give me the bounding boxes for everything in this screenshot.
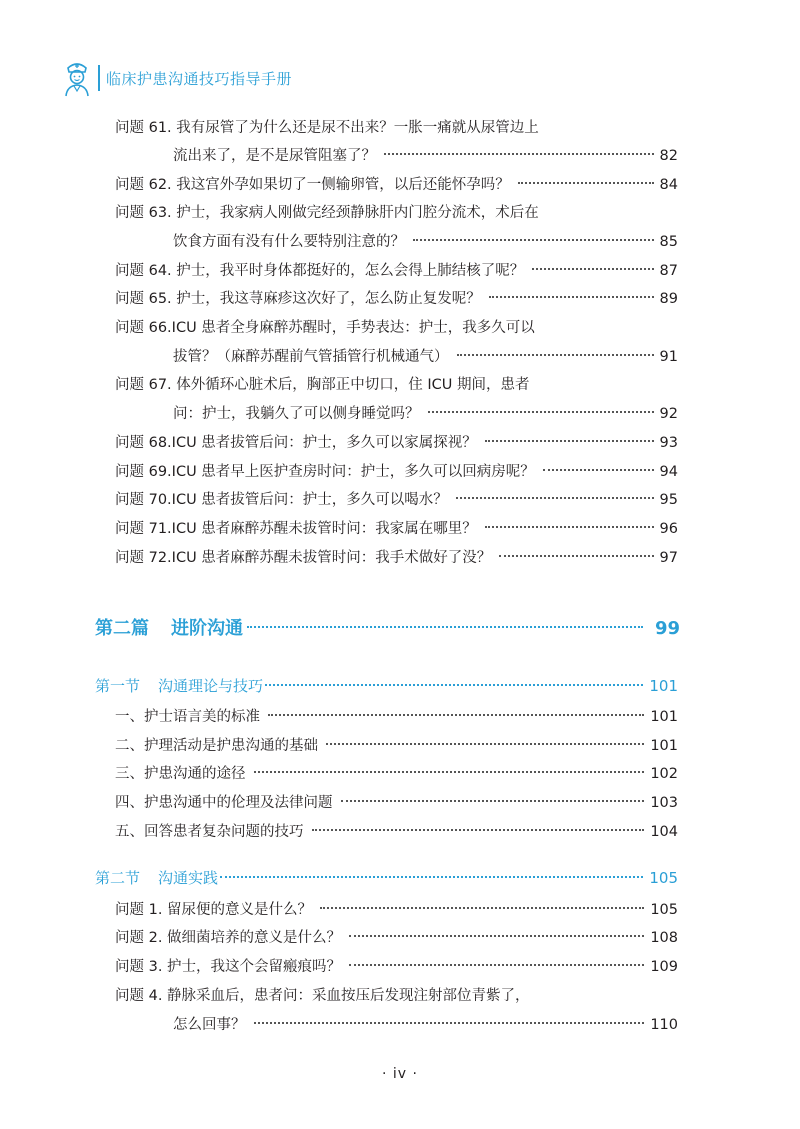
page-number: · iv · [382,1066,418,1082]
page-ref: 84 [659,177,678,193]
leader-dots [254,1022,645,1024]
leader-dots [485,526,654,528]
leader-dots [428,411,654,413]
page-ref: 108 [650,930,678,946]
leader-dots [341,800,645,802]
leader-dots [456,497,654,499]
toc-entry[interactable]: 问题 71.ICU 患者麻醉苏醒未拔管时问：我家属在哪里？ 96 [115,515,678,543]
leader-dots [254,771,645,773]
page-ref: 93 [659,435,678,451]
leader-dots [384,153,654,155]
leader-dots [543,469,654,471]
toc-entry[interactable]: 问题 72.ICU 患者麻醉苏醒未拔管时问：我手术做好了没？ 97 [115,544,678,572]
toc-entry[interactable]: 问题 2. 做细菌培养的意义是什么？ 108 [115,924,678,952]
toc-entry[interactable]: 问题 64. 护士，我平时身体都挺好的，怎么会得上肺结核了呢？ 87 [115,257,678,285]
book-title: 临床护患沟通技巧指导手册 [106,69,293,88]
toc-entry[interactable]: 问题 66.ICU 患者全身麻醉苏醒时，手势表达：护士，我多久可以 [115,320,535,336]
part-title: 进阶沟通 [171,618,243,639]
leader-dots [499,555,653,557]
section-title: 沟通实践 [158,869,219,887]
toc-entry-continuation[interactable]: 问：护士，我躺久了可以侧身睡觉吗？ 92 [173,400,678,428]
leader-dots [247,626,643,628]
leader-dots [349,964,644,966]
leader-dots [457,354,654,356]
toc-entry[interactable]: 一、护士语言美的标准 101 [115,703,678,731]
page-ref: 110 [650,1017,678,1033]
page-ref: 105 [650,902,678,918]
toc-entry[interactable]: 问题 62. 我这宫外孕如果切了一侧输卵管，以后还能怀孕吗？ 84 [115,171,678,199]
page-ref: 109 [650,959,678,975]
section-heading[interactable] [95,675,678,703]
header-divider [98,65,100,91]
page-ref: 89 [659,291,678,307]
leader-dots [518,182,654,184]
leader-dots [312,829,645,831]
leader-dots [265,684,643,686]
leader-dots [220,876,643,878]
toc-entry-continuation[interactable]: 饮食方面有没有什么要特别注意的？ 85 [173,228,678,256]
toc-entry[interactable]: 四、护患沟通中的伦理及法律问题 103 [115,789,678,817]
toc-entry[interactable]: 五、回答患者复杂问题的技巧 104 [115,818,678,846]
page-ref: 99 [654,618,680,639]
page-ref: 87 [659,263,678,279]
page-ref: 91 [659,349,678,365]
page-ref: 101 [649,677,678,695]
toc-entry-continuation[interactable]: 拔管？（麻醉苏醒前气管插管行机械通气） 91 [173,343,678,371]
leader-dots [532,268,653,270]
leader-dots [268,714,644,716]
toc-entry[interactable]: 问题 65. 护士，我这荨麻疹这次好了，怎么防止复发呢？ 89 [115,285,678,313]
toc-entry-continuation[interactable]: 流出来了，是不是尿管阻塞了？ 82 [173,142,678,170]
leader-dots [485,440,654,442]
toc-entry[interactable]: 二、护理活动是护患沟通的基础 101 [115,732,678,760]
page-ref: 97 [659,550,678,566]
page-ref: 96 [659,521,678,537]
page-ref: 105 [649,869,678,887]
running-header [62,58,762,98]
toc-entry[interactable]: 问题 4. 静脉采血后，患者问：采血按压后发现注射部位青紫了， [115,988,530,1004]
page-ref: 103 [650,795,678,811]
toc-entry[interactable]: 问题 63. 护士，我家病人刚做完经颈静脉肝内门腔分流术，术后在 [115,205,539,221]
page-ref: 94 [659,464,678,480]
page-ref: 101 [650,738,678,754]
page-ref: 101 [650,709,678,725]
part-label: 第二篇 [95,618,149,639]
section-label: 第一节 [95,677,141,695]
toc-entry[interactable]: 问题 67. 体外循环心脏术后，胸部正中切口，住 ICU 期间，患者 [115,377,530,393]
leader-dots [326,743,644,745]
section-title: 沟通理论与技巧 [158,677,264,695]
part-heading[interactable] [95,614,680,642]
page-ref: 102 [650,766,678,782]
leader-dots [413,239,654,241]
toc-entry[interactable]: 问题 61. 我有尿管了为什么还是尿不出来？一胀一痛就从尿管边上 [115,120,539,136]
toc-entry-continuation[interactable]: 怎么回事？ 110 [173,1011,678,1039]
leader-dots [489,296,654,298]
page-ref: 92 [659,406,678,422]
section-heading[interactable] [95,867,678,895]
leader-dots [349,935,644,937]
toc-entry[interactable]: 三、护患沟通的途径 102 [115,760,678,788]
page-ref: 82 [659,148,678,164]
toc-entry[interactable]: 问题 68.ICU 患者拔管后问：护士，多久可以家属探视？ 93 [115,429,678,457]
toc-entry[interactable]: 问题 3. 护士，我这个会留瘢痕吗？ 109 [115,953,678,981]
toc-entry[interactable]: 问题 69.ICU 患者早上医护查房时问：护士，多久可以回病房呢？ 94 [115,458,678,486]
section-label: 第二节 [95,869,141,887]
nurse-avatar-icon [62,58,92,98]
toc-entry[interactable]: 问题 70.ICU 患者拔管后问：护士，多久可以喝水？ 95 [115,486,678,514]
toc-entry[interactable]: 问题 1. 留尿便的意义是什么？ 105 [115,896,678,924]
page-ref: 104 [650,824,678,840]
page-ref: 85 [659,234,678,250]
leader-dots [320,907,644,909]
page-ref: 95 [659,492,678,508]
